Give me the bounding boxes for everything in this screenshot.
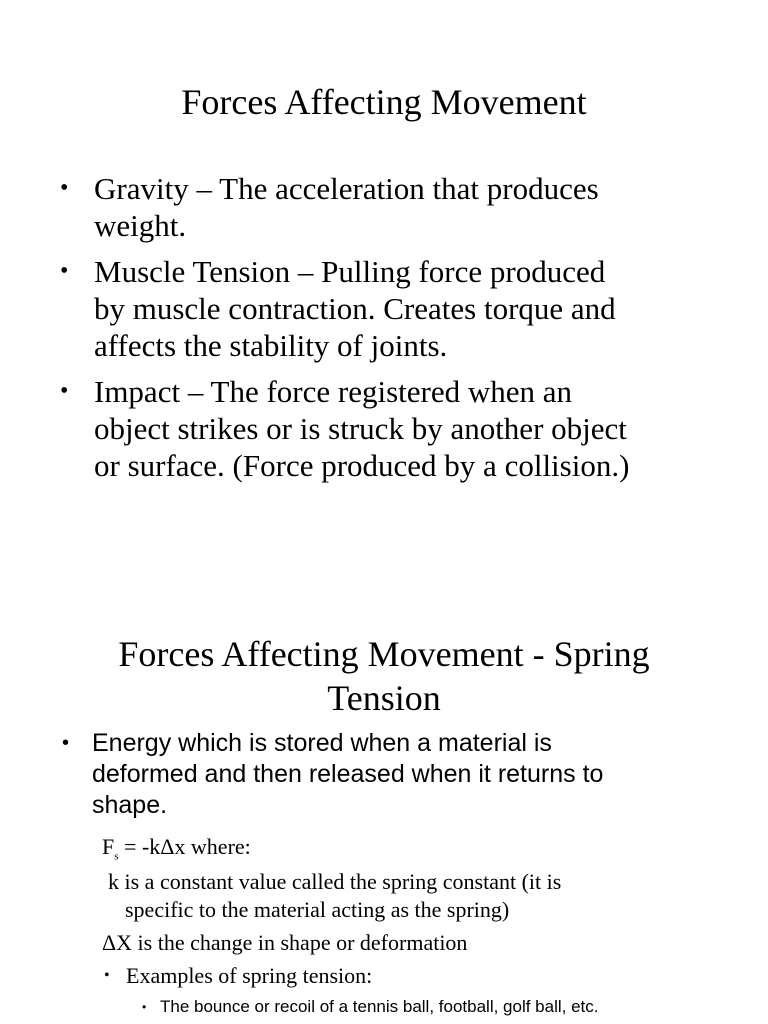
bullet-impact	[60, 373, 714, 484]
example-item	[142, 996, 599, 1018]
bullet-dot-icon: •	[104, 967, 110, 984]
formula-text: = -kΔx where:	[118, 834, 251, 859]
bullet-line: by muscle contraction. Creates torque and	[94, 291, 616, 326]
delta-x-note: ΔX is the change in shape or deformation	[102, 930, 468, 955]
bullet-dot-icon: •	[142, 1000, 147, 1014]
bullet-line: Energy which is stored when a material is	[92, 729, 552, 757]
bullet-line: weight.	[94, 208, 187, 243]
bullet-gravity	[60, 170, 714, 244]
spring-formula	[102, 833, 251, 870]
bullet-dot-icon: •	[60, 378, 69, 404]
bullet-line: or surface. (Force produced by a collision.)	[94, 448, 630, 483]
example-text: The bounce or recoil of a tennis ball, football, golf ball, etc.	[160, 997, 599, 1016]
slide-2-title	[0, 632, 768, 720]
bullet-line: shape.	[92, 791, 168, 819]
title-line: Forces Affecting Movement - Spring	[118, 634, 650, 674]
examples-label: Examples of spring tension:	[126, 963, 373, 988]
bullet-line: Gravity – The acceleration that produces	[94, 171, 599, 206]
bullet-line: affects the stability of joints.	[94, 328, 448, 363]
bullet-line: deformed and then released when it returns to	[92, 760, 604, 788]
bullet-line: object strikes or is struck by another object	[94, 411, 627, 446]
bullet-muscle-tension	[60, 253, 714, 364]
bullet-dot-icon: •	[60, 175, 69, 201]
bullet-line: Impact – The force registered when an	[94, 374, 572, 409]
bullet-dot-icon: •	[62, 732, 70, 754]
formula-symbol: F	[102, 834, 115, 859]
examples-bullet	[104, 962, 373, 990]
slide-1-title: Forces Affecting Movement	[181, 82, 587, 122]
formula-subscript: s	[114, 850, 119, 863]
spring-constant-note	[108, 868, 668, 924]
note-line: k is a constant value called the spring constant (it is	[108, 869, 562, 894]
bullet-spring-energy	[62, 728, 692, 821]
title-line: Tension	[327, 678, 441, 718]
slide-2	[0, 600, 768, 1024]
bullet-line: Muscle Tension – Pulling force produced	[94, 254, 606, 289]
bullet-dot-icon: •	[60, 258, 69, 284]
note-line: specific to the material acting as the spring)	[125, 897, 510, 922]
